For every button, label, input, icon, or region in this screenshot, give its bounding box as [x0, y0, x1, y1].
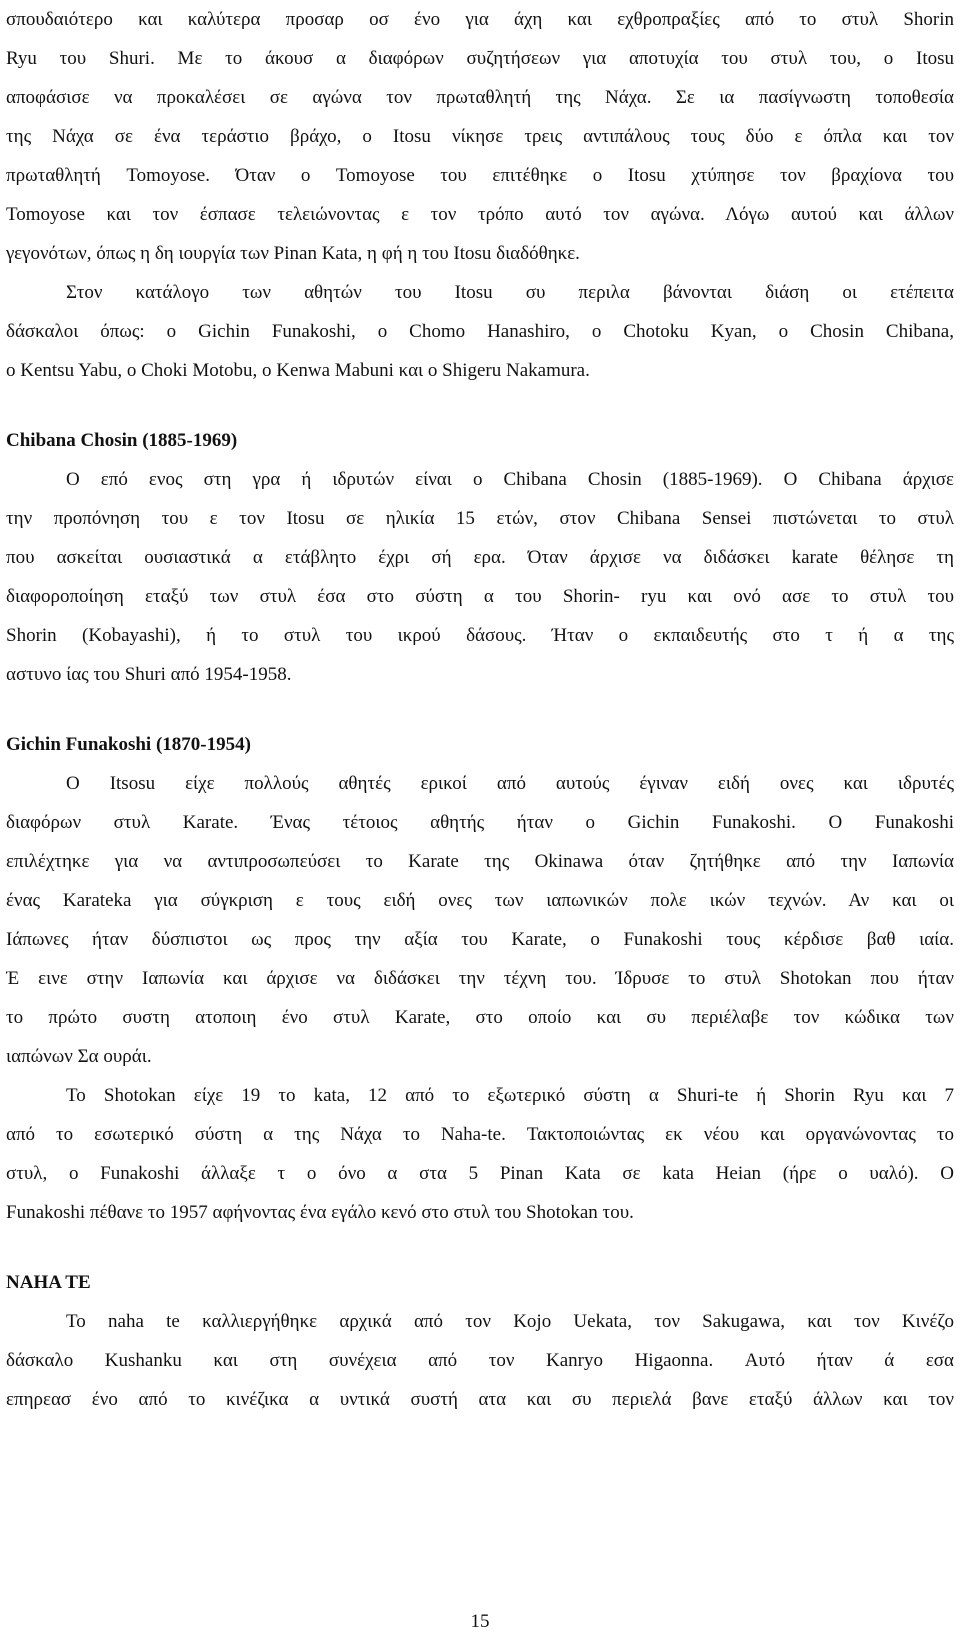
text-line: την προπόνηση του ε τον Itosu σε ηλικία 15 ετών, στον Chibana Sensei πιστώνεται το στυλ [6, 508, 954, 529]
text-line: στυλ, ο Funakoshi άλλαξε τ ο όνο α στα 5 Pinan Kata σε kata Heian (ήρε ο υαλό). Ο [6, 1163, 954, 1184]
text-line: το πρώτο συστη ατοποιη ένο στυλ Karate, στο οποίο και συ περιέλαβε τον κώδικα των [6, 1007, 954, 1028]
page-number: 15 [470, 1611, 490, 1632]
text-line: ο Kentsu Yabu, ο Choki Motobu, ο Kenwa Mabuni και ο Shigeru Nakamura. [6, 360, 590, 381]
text-line: αποφάσισε να προκαλέσει σε αγώνα τον πρωταθλητή της Νάχα. Σε ια πασίγνωστη τοποθεσία [6, 87, 954, 108]
text-line: Το naha te καλλιεργήθηκε αρχικά από τον Kojo Uekata, τον Sakugawa, και τον Κινέζο [66, 1311, 954, 1332]
document-page [6, 0, 954, 1419]
text-line: Ιάπωνες ήταν δύσπιστοι ως προς την αξία του Karate, ο Funakoshi τους κέρδισε βαθ ιαία. [6, 929, 954, 950]
text-line: διαφοροποίηση εταξύ των στυλ έσα στο σύστη α του Shorin- ryu και ονό ασε το στυλ του [6, 586, 954, 607]
text-line: που ασκείται ουσιαστικά α ετάβλητο έχρι σή ερα. Όταν άρχισε να διδάσκει karate θέλησε τη [6, 547, 954, 568]
text-line: σπουδαιότερο και καλύτερα προσαρ οσ ένο για άχη και εχθροπραξίες από το στυλ Shorin [6, 9, 954, 30]
text-line: επηρεασ ένο από το κινέζικα α υντικά συστή ατα και συ περιελά βανε εταξύ άλλων και τον [6, 1389, 954, 1410]
text-line: Το Shotokan είχε 19 το kata, 12 από το εξωτερικό σύστη α Shuri-te ή Shorin Ryu και 7 [66, 1085, 954, 1106]
text-line: Shorin (Kobayashi), ή το στυλ του ικρού δάσους. Ήταν ο εκπαιδευτής στο τ ή α της [6, 625, 954, 646]
text-line: Ο Itsosu είχε πολλούς αθητές ερικοί από αυτούς έγιναν ειδή ονες και ιδρυτές [66, 773, 954, 794]
text-line: Funakoshi πέθανε το 1957 αφήνοντας ένα εγάλο κενό στο στυλ του Shotokan του. [6, 1202, 634, 1223]
text-line: Στον κατάλογο των αθητών του Itosu συ περιλα βάνονται διάση οι ετέπειτα [66, 282, 954, 303]
text-line: της Νάχα σε ένα τεράστιο βράχο, ο Itosu νίκησε τρεις αντιπάλους τους δύο ε όπλα και τον [6, 126, 954, 147]
section-heading-naha-te: NAHA TE [6, 1272, 91, 1293]
section-gap [6, 1232, 954, 1263]
text-line: πρωταθλητή Tomoyose. Όταν ο Tomoyose του επιτέθηκε ο Itosu χτύπησε τον βραχίονα του [6, 165, 954, 186]
text-line: επιλέχτηκε για να αντιπροσωπεύσει το Karate της Okinawa όταν ζητήθηκε από την Ιαπωνία [6, 851, 954, 872]
students-paragraph [6, 273, 954, 390]
text-line: Έ εινε στην Ιαπωνία και άρχισε να διδάσκει την τέχνη του. Ίδρυσε το στυλ Shotokan που ήταν [6, 968, 954, 989]
text-line: Tomoyose και τον έσπασε τελειώνοντας ε τον τρόπο αυτό τον αγώνα. Λόγω αυτού και άλλων [6, 204, 954, 225]
text-line: αστυνο ίας του Shuri από 1954-1958. [6, 664, 292, 685]
funakoshi-paragraph [6, 764, 954, 1076]
section-gap [6, 694, 954, 725]
section-gap [6, 390, 954, 421]
intro-paragraph [6, 0, 954, 273]
shotokan-paragraph [6, 1076, 954, 1232]
text-line: Ο επό ενος στη γρα ή ιδρυτών είναι ο Chibana Chosin (1885-1969). Ο Chibana άρχισε [66, 469, 954, 490]
section-heading-chibana: Chibana Chosin (1885-1969) [6, 430, 238, 451]
text-line: ένας Karateka για σύγκριση ε τους ειδή ονες των ιαπωνικών πολε ικών τεχνών. Αν και οι [6, 890, 954, 911]
text-line: γεγονότων, όπως η δη ιουργία των Pinan Kata, η φή η του Itosu διαδόθηκε. [6, 243, 580, 264]
section-heading-funakoshi: Gichin Funakoshi (1870-1954) [6, 734, 251, 755]
text-line: δάσκαλο Kushanku και στη συνέχεια από τον Kanryo Higaonna. Αυτό ήταν ά εσα [6, 1350, 954, 1371]
text-line: διαφόρων στυλ Karate. Ένας τέτοιος αθητής ήταν ο Gichin Funakoshi. Ο Funakoshi [6, 812, 954, 833]
text-line: από το εσωτερικό σύστη α της Νάχα το Naha-te. Τακτοποιώντας εκ νέου και οργανώνοντας το [6, 1124, 954, 1145]
chibana-paragraph [6, 460, 954, 694]
text-line: ιαπώνων Σα ουράι. [6, 1046, 152, 1067]
naha-paragraph [6, 1302, 954, 1419]
text-line: δάσκαλοι όπως: ο Gichin Funakoshi, ο Chomo Hanashiro, ο Chotoku Kyan, ο Chosin Chibana, [6, 321, 954, 342]
text-line: Ryu του Shuri. Με το άκουσ α διαφόρων συζητήσεων για αποτυχία του στυλ του, ο Itosu [6, 48, 954, 69]
